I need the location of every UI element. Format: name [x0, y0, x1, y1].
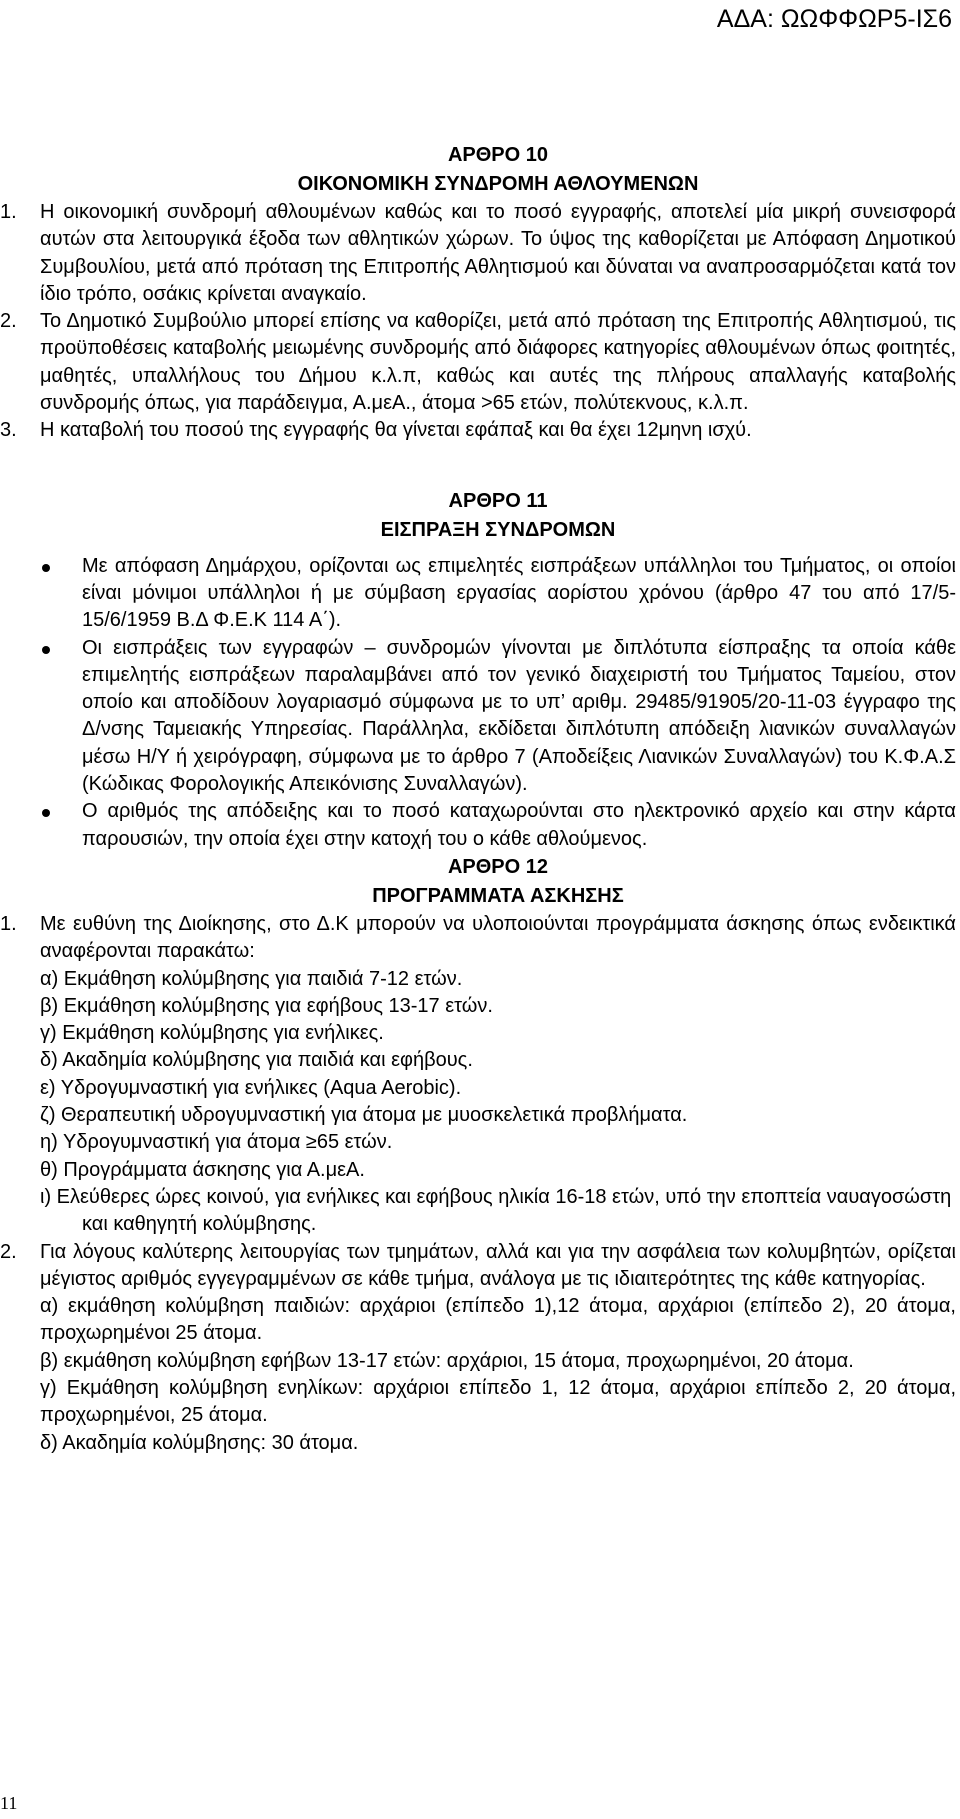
- item-text: Για λόγους καλύτερης λειτουργίας των τμημάτων, αλλά και για την ασφάλεια των κολυμβητών, ορίζεται μέγιστος αριθμός εγγεγραμμένων σε κάθε τμήμα, ανάλογα με τις ιδιαιτερότητες της κάθε κατηγορίας.: [40, 1240, 956, 1290]
- item-number: 3.: [0, 419, 17, 442]
- bullet-text: Ο αριθμός της απόδειξης και το ποσό καταχωρούνται στο ηλεκτρονικό αρχείο και στην κάρτα παρουσιών, την οποία έχει στην κατοχή του ο κάθε αθλούμενος.: [82, 800, 956, 850]
- bullet-icon: [42, 809, 50, 817]
- item-text: Το Δημοτικό Συμβούλιο μπορεί επίσης να καθορίζει, μετά από πρόταση της Επιτροπής Αθλητισμού, τις προϋποθέσεις καταβολής μειωμένης συνδρομής από διάφορες κατηγορίες αθλουμένων όπως φοιτητές, μαθητές, υπαλλήλους του Δήμου κ.λ.π, καθώς και αυτές της πλήρους απαλλαγής καταβολής συνδρομής όπως, για παράδειγμα, Α.μεΑ., άτομα >65 ετών, πολύτεκνους, κ.λ.π.: [40, 310, 956, 415]
- group-limit-item: β) εκμάθηση κολύμβηση εφήβων 13-17 ετών: αρχάριοι, 15 άτομα, προχωρημένοι, 20 άτομα.: [40, 1349, 854, 1372]
- bullet-text: Με απόφαση Δημάρχου, ορίζονται ως επιμελητές εισπράξεων υπάλληλοι του Τμήματος, οι οποίοι είναι μόνιμοι υπάλληλοι ή με σύμβαση εργασίας αορίστου χρόνου (άρθρο 47 του από 17/5-15/6/1959 Β.Δ Φ.Ε.Κ 114 Α΄).: [82, 554, 956, 632]
- ada-code: ΑΔΑ: ΩΩΦΦΩΡ5-ΙΣ6: [716, 5, 952, 33]
- article-12-title: ΑΡΘΡΟ 12: [447, 855, 549, 878]
- bullet-icon: [42, 564, 50, 572]
- program-item: δ) Ακαδημία κολύμβησης για παιδιά και εφήβους.: [40, 1049, 473, 1072]
- program-item: α) Εκμάθηση κολύμβησης για παιδιά 7-12 ετών.: [40, 967, 463, 990]
- document-body: [0, 141, 956, 1457]
- article-12-subtitle: ΠΡΟΓΡΑΜΜΑΤΑ ΑΣΚΗΣΗΣ: [372, 884, 624, 907]
- article-12-item-1: [0, 911, 956, 966]
- article-10-title: ΑΡΘΡΟ 10: [447, 144, 549, 166]
- article-10-item-2: [0, 308, 956, 417]
- group-limit-item: δ) Ακαδημία κολύμβησης: 30 άτομα.: [40, 1431, 359, 1454]
- article-10-item-1: [0, 199, 956, 308]
- item-number: 2.: [0, 310, 17, 333]
- program-item: β) Εκμάθηση κολύμβησης για εφήβους 13-17 ετών.: [40, 994, 493, 1017]
- program-item: ε) Υδρογυμναστική για ενήλικες (Aqua Aerobic).: [40, 1076, 462, 1099]
- article-12-item-2: [0, 1239, 956, 1294]
- group-limit-item: α) εκμάθηση κολύμβηση παιδιών: αρχάριοι (επίπεδο 1),12 άτομα, αρχάριοι (επίπεδο 2), 20 άτομα, προχωρημένοι 25 άτομα.: [40, 1295, 956, 1345]
- item-text: Η καταβολή του ποσού της εγγραφής θα γίνεται εφάπαξ και θα έχει 12μηνη ισχύ.: [40, 419, 752, 442]
- article-11-subtitle: ΕΙΣΠΡΑΞΗ ΣΥΝΔΡΟΜΩΝ: [380, 518, 616, 541]
- program-item: ι) Ελεύθερες ώρες κοινού, για ενήλικες και εφήβους ηλικία 16-18 ετών, υπό την εποπτεία ναυαγοσώστη και καθηγητή κολύμβησης.: [40, 1185, 952, 1236]
- item-number: 2.: [0, 1240, 17, 1263]
- program-item: γ) Εκμάθηση κολύμβησης για ενήλικες.: [40, 1022, 384, 1045]
- article-11-bullet-2: [0, 635, 956, 799]
- bullet-icon: [42, 646, 50, 654]
- article-11-bullet-3: [0, 798, 956, 853]
- article-11-bullet-1: [0, 553, 956, 635]
- article-10-item-3: [0, 417, 956, 444]
- group-limit-item: γ) Εκμάθηση κολύμβηση ενηλίκων: αρχάριοι επίπεδο 1, 12 άτομα, αρχάριοι επίπεδο 2, 20 άτομα, προχωρημένοι, 25 άτομα.: [40, 1376, 956, 1427]
- page-number: 11: [0, 1793, 18, 1813]
- program-item: ζ) Θεραπευτική υδρογυμναστική για άτομα με μυοσκελετικά προβλήματα.: [40, 1104, 688, 1127]
- article-11-title: ΑΡΘΡΟ 11: [448, 489, 548, 512]
- item-text: Με ευθύνη της Διοίκησης, στο Δ.Κ μπορούν να υλοποιούνται προγράμματα άσκησης όπως ενδεικτικά αναφέρονται παρακάτω:: [40, 912, 956, 963]
- item-number: 1.: [0, 912, 17, 935]
- program-item: θ) Προγράμματα άσκησης για Α.μεΑ.: [40, 1158, 365, 1181]
- item-text: Η οικονομική συνδρομή αθλουμένων καθώς και το ποσό εγγραφής, αποτελεί μία μικρή συνεισφορά αυτών στα λειτουργικά έξοδα των αθλητικών χώρων. Το ύψος της καθορίζεται με Απόφαση Δημοτικού Συμβουλίου, μετά από πρόταση της Επιτροπής Αθλητισμού και δύναται να αναπροσαρμόζεται κατά τον ίδιο τρόπο, οσάκις κρίνεται αναγκαίο.: [40, 201, 956, 305]
- program-item: η) Υδρογυμναστική για άτομα ≥65 ετών.: [40, 1131, 393, 1154]
- item-number: 1.: [0, 201, 17, 223]
- article-10-subtitle: ΟΙΚΟΝΟΜΙΚΗ ΣΥΝΔΡΟΜΗ ΑΘΛΟΥΜΕΝΩΝ: [297, 173, 699, 195]
- bullet-text: Οι εισπράξεις των εγγραφών – συνδρομών γίνονται με διπλότυπα είσπραξης τα οποία κάθε επιμελητής εισπράξεων παραλαμβάνει από τον γενικό διαχειριστή του Τμήματος Ταμείου, στον οποίο και αποδίδουν λογαριασμό σύμφωνα με το υπ’ αριθμ. 29485/91905/20-11-03 έγγραφο της Δ/νσης Ταμειακής Υπηρεσίας. Παράλληλα, εκδίδεται διπλότυπη απόδειξη λιανικών συναλλαγών μέσω Η/Υ ή χειρόγραφη, σύμφωνα με το άρθρο 7 (Αποδείξεις Λιανικών Συναλλαγών) του Κ.Φ.Α.Σ (Κώδικας Φορολογικής Απεικόνισης Συναλλαγών).: [82, 636, 956, 796]
